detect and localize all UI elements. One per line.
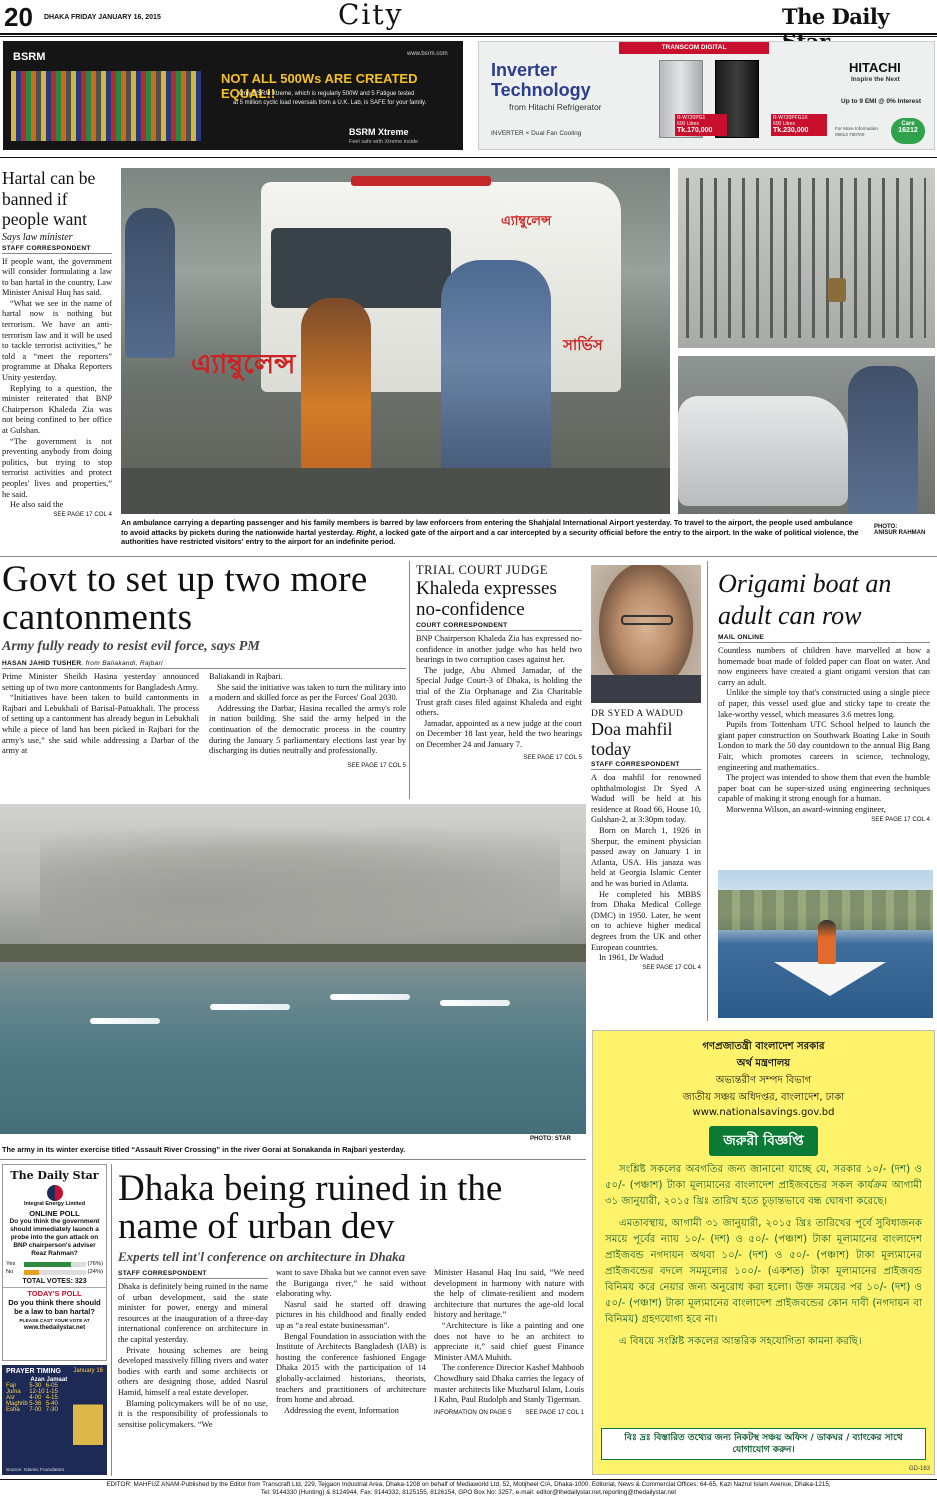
urban-col-2 [276,1268,426,1430]
care-label: Care [901,121,915,127]
poll-yes-label: Yes [6,1261,16,1267]
prayer-header [2,1365,107,1376]
urban-p8: Minister Hasanul Haq Inu said, “We need development in harmony with nature with the help of climate-resilient and modern architecture that nurtures the age-old local history and heritage.” [434,1268,584,1320]
ambulance-top-text: এ্যাম্বুলেন্স [501,214,552,229]
army-credit-label: PHOTO: [530,1136,554,1142]
bsrm-line1: Only BSRM Xtreme, which is regularly 500W and 5 Fatigue tested [239,91,415,97]
notice-para2: এমতাবস্থায়, আগামী ৩১ জানুয়ারী, ২০১৫ খ্রিঃ তারিখের পূর্বে সুবিধাজনক সময়ে পূর্বের ন্যায় ১০/- (দশ) ও ৫০/- (পঞ্চাশ) টাকা মূল্যমানের বাংলাদেশ প্রাইজবন্ড নগদায়ন অথবা ১০/- (দশ) ও ৫০/- (পঞ্চাশ) টাকা মূল্যমানের প্রাইজবন্ডের বদলে সমমূল্যের ১০০/- (একশত) টাকা মূল্যমানের প্রাইজবন্ড বিনিময় করে নেয়ার জন্য অনুরোধ করা হলো। উক্ত সময়ের পর ১০/- (দশ) ও ৫০/- (পঞ্চাশ) টাকা মূল্যমানের বাংলাদেশ প্রাইজবন্ডের কোন দাবী (নগদায়ন বা বিনিময়) গ্রহণযোগ্য হবে না। [605,1218,922,1325]
wadud-portrait [591,565,701,703]
origami-headline[interactable]: Origami boat an adult can row [718,569,892,630]
prayer-col-jamaat: Jamaat [46,1377,68,1383]
prayer-name: Asr [6,1395,15,1401]
prayer-table [6,1377,68,1413]
wadud-p4: In 1961, Dr Wadud [599,953,664,963]
care-badge [891,118,925,144]
prayer-jamaat: 5-40 [45,1401,58,1407]
urban-p6: Bengal Foundation in association with the Institute of Architects Bangladesh (IAB) is hosting the conference fashioned Engage Dhaka 2015 with the participation of 14 globally-acclaimed historians, theorists, teachers and practitioners of architecture from home and abroad. [276,1331,426,1405]
army-credit [530,1136,571,1142]
poll-title: ONLINE POLL [29,1209,80,1218]
prayer-azan: 5-36 [29,1401,42,1407]
cantonments-col-2 [209,672,406,771]
rower [818,920,836,964]
cantonments-subhead: Army fully ready to resist evil force, says PM [2,639,260,654]
khaleda-headline[interactable]: Khaleda expresses no-confidence [416,578,557,620]
khaleda-p2: The judge, Abu Ahmed Jamadar, of the Special Judge Court-3 of Dhaka, is holding the trial of the Zia Orphanage and Zia Charitable Trust graft cases filed against Khaleda and eight others. [416,665,582,718]
hitachi-sub: from Hitachi Refrigerator [509,102,602,112]
smoke-cloud [40,824,560,954]
cantonments-p4: She said the initiative was taken to turn the military into a modern and skilled force as per the Forces' Goal 2030. [209,682,406,703]
prayer-name: Fajr [6,1383,17,1389]
urban-p10: The conference Director Kashef Mahboob Chowdhury said Dhaka carries the legacy of master architects like Muzharul Islam, Louis I Kahn, Paul Rudolph and Stanly Tigerman. [434,1363,584,1405]
prayer-date: January 16 [73,1368,103,1374]
khaleda-article [416,563,582,761]
portrait-suit [591,675,701,703]
river-bank [0,944,586,962]
notice-code: GD-163 [908,1466,930,1472]
cantonments-see-page[interactable]: SEE PAGE 17 COL 5 [347,761,406,769]
poll-paper-name: The Daily Star [10,1169,99,1182]
bsrm-url: www.bsrm.com [407,51,448,57]
origami-article [718,568,930,823]
hartal-p2: “What we see in the name of hartal now is nothing but terrorism. We have an anti-terrorism law and it will be used to tackle terrorist activities,” he told a “meet the reporters” programme at Dhaka Reporters Unity yesterday. [2,298,112,383]
prayer-jamaat: 6-05 [45,1383,58,1389]
ambulance-windshield [271,228,451,308]
notice-line4: জাতীয় সঞ্চয় অধিদপ্তর, বাংলাদেশ, ঢাকা [682,1092,845,1103]
hartal-p4: “The government is not preventing anybody from doing politics, but trying to stop terrorist activities and protect peoples' lives and properties,” he said. [2,436,112,499]
poll-yes-bar [24,1262,71,1267]
notice-footer: বিঃ দ্রঃ বিস্তারিত তথ্যের জন্য নিকটস্থ সঞ্চয় অফিস / ডাকঘর / ব্যাংকের সাথে যোগাযোগ করুন। [601,1428,926,1460]
prayer-azan: 5-30 [29,1383,42,1389]
cantonments-col-1 [2,672,199,771]
model-2-price: Tk.230,000 [773,127,809,134]
bsrm-line2: at 5 million cyclic load reversals from a U.K. Lab, is SAFE for your family. [233,100,427,106]
hartal-subhead: Says law minister [2,231,73,243]
origami-body [718,646,930,816]
urban-byline: STAFF CORRESPONDENT [118,1270,268,1279]
bsrm-headline: NOT ALL 500Ws ARE CREATED EQUAL!! [221,71,418,101]
urban-p5: Nasrul said he started off drawing pictures in his childhood and finally ended up as “a real estate businessman”. [276,1299,426,1330]
speedboat-1 [90,1018,160,1024]
ambulance-photo [121,168,670,514]
airport-credit-name: ANISUR RAHMAN [874,530,926,536]
prayer-azan: 12-10 [29,1389,45,1395]
wadud-body [591,773,701,964]
cantonments-p5: Addressing the Darbar, Hasina recalled the army's role in nation building. She said the army helped in the continuation of the democratic process in the country during the January 5 parliamentary elections last year by discharging its duties neutrally and professionally. [209,703,406,756]
origami-p5: Morwenna Wilson, an award-winning engineer, [726,804,886,814]
notice-line2: অর্থ মন্ত্রণালয় [736,1058,791,1069]
speedboat-4 [440,1000,510,1006]
wadud-byline: STAFF CORRESPONDENT [591,761,701,770]
army-caption: The army in its winter exercise titled “Assault River Crossing” in the river Gorai at Sonakanda in Rajbari yesterday. [2,1145,406,1154]
wadud-p1: A doa mahfil for renowned ophthalmologist Dr Syed A Wadud will be held at his residence at Road 66, House 10, Gulshan-2, at 3:30pm today. [591,773,701,825]
airport-caption-right: Right [356,527,376,537]
ambulance-light-bar [351,176,491,186]
guard-figure [125,208,175,358]
bsrm-logo: BSRM [13,51,46,63]
urban-p3: Blaming policymakers will be of no use, it is the responsibility of professionals to sensitise policymakers. “We [118,1398,268,1429]
cantonments-p2: “Initiatives have been taken to build cantonments in Rajbari and Lebukhali of Barisal-Patuakhali. The process of setting up a cantonment has already begun in Lebukhali while a piece of land has been picked in Rajbari for the army's use,” she said while addressing a Darbar of the army at [2,693,199,756]
khaleda-kicker: TRIAL COURT JUDGE [416,563,549,577]
model-1-price: Tk.170,000 [677,127,713,134]
wadud-p2: Born on March 1, 1926 in Sherpur, the eminent physician passed away on January 1 in Atlanta, USA. His janaza was held at Georgia Islamic Center and he was buried in Atlanta. [591,825,701,888]
hitachi-emi: Up to 9 EMI @ 0% Interest [841,98,922,105]
wadud-kicker: DR SYED A WADUD [591,709,684,719]
security-official [848,366,918,514]
prayer-jamaat: 4-15 [45,1395,58,1401]
hartal-headline[interactable]: Hartal can be banned if people want [2,168,96,229]
portrait-glasses [621,615,673,625]
imprint [0,1481,937,1497]
model-2: R-W720PFG1X [773,115,808,121]
urban-article [118,1170,584,1430]
notice-line1: গণপ্রজাতন্ত্রী বাংলাদেশ সরকার [702,1041,825,1052]
notice-para3: এ বিষয়ে সংশ্লিষ্ট সকলের আন্তরিক সহযোগিতা কামনা করছি। [619,1336,862,1347]
model-1: R-W720PG1 [677,115,706,121]
urban-see-page-1: SEE PAGE 17 COL 1 [525,1408,584,1416]
wadud-article [591,709,701,971]
government-notice [592,1030,935,1475]
locked-gate [686,178,926,338]
bsrm-product: BSRM Xtreme [349,127,409,137]
airport-credit-label: PHOTO: [874,524,898,530]
prayer-name: Esha [6,1407,20,1413]
table-row [6,1407,68,1413]
poll-no-label: No [6,1269,14,1275]
cantonments-byline-place: , from Baliakandi, Rajbari [81,660,163,667]
prayer-title: PRAYER TIMING [6,1368,61,1375]
poll-no-pct: (24%) [87,1269,103,1275]
origami-p1: Countless numbers of children have marvelled at how a homemade boat made of folded paper can float on water. And now engineers have created a giant origami version that can carry an adult. [718,646,930,687]
speedboat-3 [330,994,410,1000]
poll-yes-bar-track [24,1262,86,1267]
car-check-photo [678,356,935,514]
cantonments-article [2,561,406,771]
airport-caption-a: An ambulance carrying a departing passenger and his family members is barred by law enforcers from entering the Shahjalal International Airport yesterday. To travel to the airport, the people used ambulance to avoid attacks by pickets during the nationwide hartal yesterday. [121,518,853,537]
airport-credit [874,524,925,536]
urban-p1: Dhaka is definitely being ruined in the name of urban development, said the state minister for power, energy and mineral resources at the inauguration of a three-day international conference on architecture in the capital yesterday. [118,1282,268,1344]
prayer-azan: 7-00 [29,1407,42,1413]
price-tag-1 [675,114,727,136]
prayer-name: Maghrib [6,1401,28,1407]
urban-headline[interactable]: Dhaka being ruined in the name of urban dev [118,1168,503,1247]
cantonments-p3: Baliakandi in Rajbari. [209,672,283,681]
transcom-banner: TRANSCOM DIGITAL [619,42,769,54]
dateline: DHAKA FRIDAY JANUARY 16, 2015 [44,14,161,21]
khaleda-see-page[interactable]: SEE PAGE 17 COL 5 [523,753,582,761]
urban-subhead: Experts tell int'l conference on architecture in Dhaka [118,1249,406,1264]
airport-gate-photo [678,168,935,348]
mosque-icon [73,1387,103,1445]
care-number: 16212 [898,127,918,134]
hitachi-features: INVERTER × Dual Fan Cooling [491,130,582,137]
ambulance-service-text: সার্ভিস [563,336,603,354]
wadud-headline[interactable]: Doa mahfil today [591,719,673,759]
poll-no-row [6,1269,103,1275]
urban-continued: INFORMATION ON PAGE 5 [434,1408,512,1416]
army-exercise-photo [0,804,586,1134]
urban-p9: “Architecture is like a painting and one does not have to be an architect to appreciate it,” said chief guest Finance Minister AMA Muhith. [434,1320,584,1362]
hitachi-headline-2: Technology [491,80,591,100]
urban-col-1 [118,1268,268,1430]
urban-p2: Private housing schemes are being developed massively filling rivers and water bodies with earth and some architects or others are designing those, added Nasrul Hamid, himself a real estate developer. [118,1345,268,1397]
urban-p4: want to save Dhaka but we cannot even save the Buriganga river,” he said without elaborating why. [276,1268,426,1299]
price-tag-2 [771,114,827,136]
hartal-article [2,168,112,518]
prayer-jamaat: 7-30 [45,1407,58,1413]
section-title: City [338,0,404,31]
origami-p4: The project was intended to show them that even the humble paper boat can be super-sized using engineering techniques capable of making it strong enough for a human. [718,773,930,804]
hitachi-ad[interactable] [478,41,935,150]
poll-no-bar-track [24,1270,86,1275]
urban-see-page[interactable] [434,1408,584,1419]
origami-boat-photo [718,870,933,1018]
poll-yes-pct: (76%) [87,1261,103,1267]
poll-today-question: Do you think there should be a law to ban hartal? [8,1298,101,1316]
urban-col-3 [434,1268,584,1430]
origami-p2: Unlike the simple toy that's constructed using a single piece of paper, this vessel used glue and sticky tape to create the lake-worthy vessel, which measures 3.6 metres long. [718,688,930,719]
notice-line3: অভ্যন্তরীণ সম্পদ বিভাগ [715,1075,812,1086]
urban-p7: Addressing the event, Information [284,1405,399,1415]
ambulance-side-text: এ্যাম্বুলেন্স [191,349,296,380]
hitachi-logo: HITACHI [849,60,901,75]
prayer-timing [2,1365,107,1475]
paper-name: The Daily [782,4,890,29]
airport-caption [121,518,861,547]
masthead [0,0,937,40]
hartal-p5: He also said the [10,500,64,510]
khaleda-p3: Jamadar, appointed as a new judge at the court on December 18 last year, held the two hearings on December 24 and January 7. [416,718,582,749]
paper-boat [774,962,886,996]
prayer-azan: 4-00 [29,1395,42,1401]
cantonments-headline[interactable]: Govt to set up two more cantonments [2,559,368,638]
origami-p3: Pupils from Tottenham UTC School helped to launch the giant paper construction on Southwark Boating Lake in South London to mark the 50 day countdown to the annual Big Bang Fair, which promotes careers in science, technology, engineering and mathematics. [718,720,930,772]
hitachi-info: For More Information 09613 700700 [835,126,878,137]
notice-url[interactable]: www.nationalsavings.gov.bd [692,1107,835,1118]
imprint-line2: Tel: 9144330 (Hunting) & 8124944, Fax: 9144332, 8125155, 8126154, GPO Box No: 3257, e-mail: editor@thedailystar.net,reporting@thedailystar.net [260,1489,677,1496]
intercepted-car [678,396,848,506]
cantonments-p1: Prime Minister Sheikh Hasina yesterday announced setting up of two more cantonments for Bangladesh Army. [2,672,199,692]
cantonments-byline [2,660,406,669]
origami-byline: MAIL ONLINE [718,634,930,643]
hartal-byline: STAFF CORRESPONDENT [2,245,112,254]
prayer-col-azan: Azan [30,1377,45,1383]
wadud-p3: He completed his MBBS from Dhaka Medical College (DMC) in 1950. Later, he went on to achieve higher medical degrees from the UK and other European countries. [591,889,701,952]
poll-total-votes: TOTAL VOTES: 323 [22,1278,87,1285]
poll-today-label: TODAY'S POLL [3,1287,106,1298]
poll-cast-vote: PLEASE CAST YOUR VOTE AT [19,1319,90,1324]
model-2-size: 600 Litres [773,121,795,127]
urban-col-1-text [118,1282,268,1430]
poll-question: Do you think the government should immediately launch a probe into the gun attack on BNP chairperson's adviser Reaz Rahman? [9,1218,100,1257]
khaleda-p1: BNP Chairperson Khaleda Zia has expressed no-confidence in another judge who has held two hearings in two corruption cases against her. [416,634,582,665]
poll-yes-row [6,1261,103,1267]
imprint-line1: EDITOR: MAHFUZ ANAM-Published by the Editor from Transcraft Ltd, 229, Tejgaon Industrial Area, Dhaka-1208 on behalf of Mediaworld Ltd, 52, Motijheel C/A, Dhaka-1000. Editorial, News & Commercial Offices: 64-65, Kazi Nazrul Islam Avenue, Dhaka-1215, [106,1481,831,1488]
notice-title: জরুরী বিজ্ঞপ্তি [709,1126,818,1156]
hartal-body [2,257,112,511]
poll-logo-icon [47,1185,63,1201]
pencil-rods-illustration [11,71,201,141]
prayer-source: Source: Islamic Foundation [6,1468,65,1473]
bsrm-ad[interactable] [3,41,463,150]
hitachi-headline-1: Inverter [491,60,558,80]
speedboat-2 [210,1004,290,1010]
prayer-name: Juma [6,1389,21,1395]
hitachi-tag: Inspire the Next [851,76,900,83]
bsrm-tagline: Feel safe with Xtreme inside [349,139,419,145]
army-credit-name: STAR [554,1136,571,1142]
page-number: 20 [4,2,33,32]
model-1-size: 600 Litres [677,121,699,127]
poll-no-bar [24,1270,39,1275]
prayer-jamaat: 1-15 [45,1389,58,1395]
poll-sponsor: Integral Energy Limited [23,1201,86,1207]
origami-see-page[interactable]: SEE PAGE 17 COL 4 [871,815,930,823]
road [121,468,670,514]
gate-lock [828,278,846,302]
hartal-p3: Replying to a question, the minister reiterated that BNP Chairperson Khaleda Zia was not being confined to her office at Gulshan. [2,383,112,435]
khaleda-byline: COURT CORRESPONDENT [416,622,582,631]
hartal-p1: If people want, the government will consider formulating a law to ban hartal in the country, Law Minister Anisul Huq has said. [2,256,112,298]
cantonments-byline-name: HASAN JAHID TUSHER [2,660,82,667]
wadud-see-page[interactable]: SEE PAGE 17 COL 4 [642,963,701,971]
online-poll [2,1164,107,1361]
khaleda-body [416,634,582,751]
airport-caption-b: , a locked gate of the airport and a car intercepted by a security official before the entry to the airport. In the wake of political violence, the authorities have restricted visitors' entry to the airport for an indefinite period. [121,527,859,547]
hartal-see-page[interactable]: SEE PAGE 17 COL 4 [53,510,112,518]
notice-para1: সংশ্লিষ্ট সকলের অবগতির জন্য জানানো যাচ্ছে যে, সরকার ১০/- (দশ) ও ৫০/- (পঞ্চাশ) টাকা মূল্যমানের বাংলাদেশ প্রাইজবন্ডের সকল কার্যক্রম আগামী ৩১ জানুয়ারী, ২০১৫ খ্রিঃ তারিখ হতে চূড়ান্তভাবে বন্ধ ঘোষণা করেছে। [605,1164,922,1207]
poll-cast-url[interactable]: www.thedailystar.net [23,1324,86,1331]
